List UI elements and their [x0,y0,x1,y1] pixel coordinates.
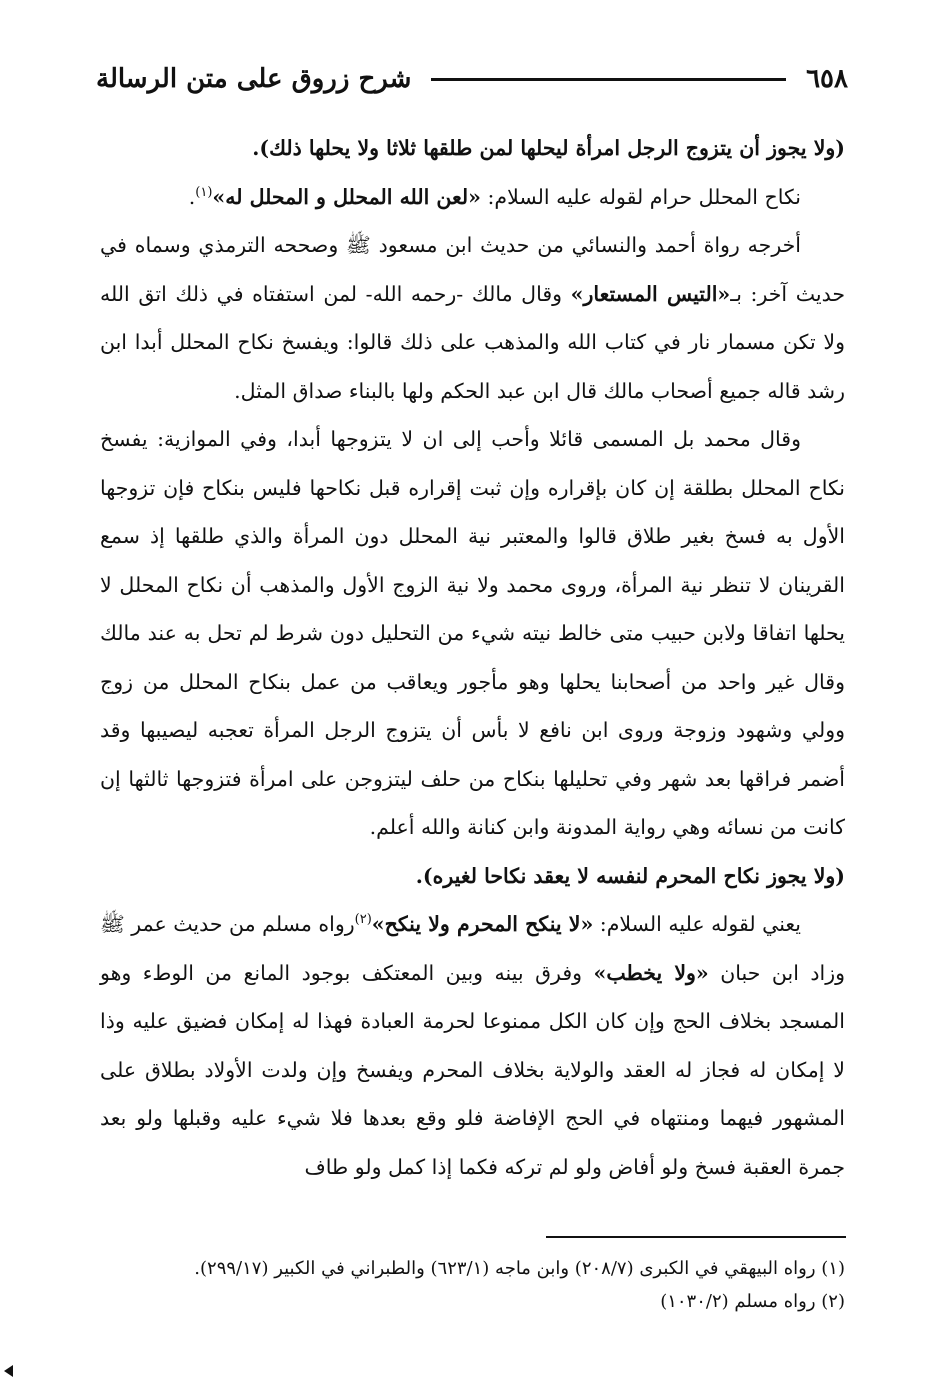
paragraph-4-mid: رواه مسلم من حديث عمر ﷺ وزاد ابن حبان [100,912,845,985]
matn-line-2 [100,852,845,901]
matn-text-1: (ولا يجوز أن يتزوج الرجل امرأة ليحلها لمن طلقها ثلاثا ولا يحلها ذلك). [252,136,845,160]
footnotes [100,1252,845,1318]
page-body [100,124,845,1191]
header-rule [431,78,786,81]
page-number: ٦٥٨ [806,64,848,94]
paragraph-4-text: يعني لقوله عليه السلام: [593,912,801,936]
footnote-1: (١) رواه البيهقي في الكبرى (٢٠٨/٧) وابن ماجه (٦٢٣/١) والطبراني في الكبير (٢٩٩/١٧). [194,1258,845,1279]
paragraph-3-text: وقال محمد بل المسمى قائلا وأحب إلى ان لا يتزوجها أبدا، وفي الموازية: يفسخ نكاح المحلل بطلقة إن كان بإقراره وإن ثبت إقراره قبل نكاحها فليس بنكاح فإن تزوجها الأول به فسخ بغير طلاق قالوا والمعتبر نية المحلل دون المرأة والذي طلقها إذ سمع القرينان لا تنظر نية المرأة، وروى محمد ولا نية الزوج الأول والمذهب أن نكاح المحلل لا يحلها اتفاقا ولابن حبيب متى خالط نيته شيء من التحليل دون شرط لم تحل به عند مالك وقال غير واحد من أصحابنا يحلها وهو مأجور ويعاقب من عمل بنكاح المحلل من زوج وولي وشهود وزوجة وروى ابن نافع لا بأس أن يتزوج الرجل المرأة تعجبه ليصيبها وقد أضمر فراقها بعد شهر وفي تحليلها بنكاح من حلف ليتزوجن على امرأة فتزوجها ثالثها إن كانت من نسائه وهي رواية المدونة وابن كنانة والله أعلم. [100,427,845,839]
footnote-2: (٢) رواه مسلم (١٠٣٠/٢) [660,1291,845,1312]
paragraph-1-text: نكاح المحلل حرام لقوله عليه السلام: [480,184,801,209]
matn-text-2: (ولا يجوز نكاح المحرم لنفسه لا يعقد نكاحا لغيره). [415,863,845,888]
paragraph-1-end: . [188,184,196,209]
paragraph-2-rest: وقال مالك -رحمه الله- لمن استفتاه في ذلك اتق الله ولا تكن مسمار نار في كتاب الله والمذهب على ذلك قالوا: ويفسخ نكاح المحلل أبدا ابن رشد قاله جميع أصحاب مالك قال ابن عبد الحكم ولها بالبناء صداق المثل. [100,281,845,403]
hadith-quote-4: «ولا يخطب» [593,960,709,985]
paragraph-2 [100,221,845,415]
footnote-rule [546,1236,846,1238]
hadith-quote-1: «لعن الله المحلل و المحلل له» [212,184,481,209]
paragraph-1 [100,173,845,222]
hadith-quote-2: «التيس المستعار» [570,281,731,306]
hadith-quote-3: «لا ينكح المحرم ولا ينكح» [371,912,594,936]
paragraph-3 [100,415,845,852]
matn-line-1 [100,124,845,173]
page-header [96,56,848,102]
paragraph-4 [100,900,845,1191]
paragraph-4-rest: وفرق بينه وبين المعتكف بوجود المانع من الوطء وهو المسجد بخلاف الحج وإن كان الكل ممنوعا لحرمة العبادة فهذا له إمكان فضيق عليه وذا لا إمكان له فجاز له العقد والولاية بخلاف المحرم ويفسخ وإن ولدت الأولاد بطلاق على المشهور فيهما ومنتهاه في الحج الإفاضة فلو وقع بعدها فلا شيء عليه وقبلها ولو بعد جمرة العقبة فسخ ولو أفاض ولو لم تركه فكما إذا كمل ولو طاف [100,960,845,1179]
corner-arrow-icon [4,1365,13,1377]
running-title: شرح زروق على متن الرسالة [96,64,412,94]
footnote-ref-1: (١) [195,184,213,200]
footnote-ref-2: (٢) [354,912,372,928]
paragraph-2-text: أخرجه رواة أحمد والنسائي من حديث ابن مسعود ﷺ وصححه الترمذي وسماه في حديث آخر: بـ [100,233,845,306]
